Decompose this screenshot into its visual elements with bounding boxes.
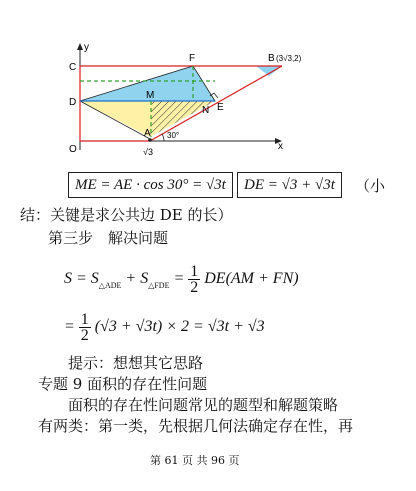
paren-tail: （小 — [355, 177, 386, 195]
equation-de: DE = √3 + √3t — [237, 172, 342, 198]
label-b: B — [268, 53, 275, 64]
frac-den: 2 — [190, 278, 199, 296]
frac2-num: 1 — [80, 310, 89, 328]
label-x: x — [278, 141, 283, 152]
label-b-coord: (3√3,2) — [276, 54, 302, 63]
fraction-half — [188, 264, 200, 295]
formula-line-1 — [64, 262, 299, 298]
conclusion-line: 结：关键是求公共边 DE 的长） — [20, 206, 233, 224]
sub-fde: △FDE — [148, 281, 170, 290]
label-n: N — [202, 105, 210, 116]
formula-eq: = — [173, 270, 185, 287]
paragraph-line-1: 面积的存在性问题常见的题型和解题策略 — [68, 396, 339, 414]
formula2-body: (√3 + √3t) × 2 = √3t + √3 — [94, 318, 265, 335]
frac-num: 1 — [190, 262, 199, 280]
label-m: M — [146, 90, 155, 101]
label-c: C — [69, 62, 77, 73]
fraction-half-2 — [79, 312, 91, 343]
step3-heading: 第三步 解决问题 — [48, 229, 169, 247]
formula2-eq: = — [64, 318, 79, 335]
y-axis-arrow — [77, 43, 83, 50]
paragraph-line-2: 有两类：第一类，先根据几何法确定存在性，再 — [38, 417, 354, 435]
formula-plus: + S — [125, 270, 149, 287]
label-f: F — [189, 53, 196, 64]
label-d: D — [69, 97, 77, 108]
topic-heading: 专题 9 面积的存在性问题 — [38, 375, 208, 393]
equation-me: ME = AE · cos 30° = √3t — [68, 172, 233, 198]
angle-arc — [162, 134, 164, 141]
page-footer: 第 61 页 共 96 页 — [150, 454, 240, 467]
triangle-b — [256, 66, 282, 76]
hint-line: 提示：想想其它思路 — [68, 354, 204, 372]
label-tick: √3 — [143, 147, 153, 157]
label-o: O — [69, 144, 77, 155]
formula-lhs: S = S — [64, 270, 99, 287]
label-angle: 30° — [167, 131, 180, 140]
label-y: y — [84, 42, 89, 53]
formula-line-2 — [64, 310, 265, 344]
formula-tail: DE(AM + FN) — [204, 270, 299, 287]
geometry-figure — [60, 40, 320, 170]
label-e: E — [217, 102, 224, 113]
frac2-den: 2 — [80, 326, 89, 344]
sub-ade: △ADE — [98, 281, 122, 290]
label-a: A — [144, 128, 151, 139]
